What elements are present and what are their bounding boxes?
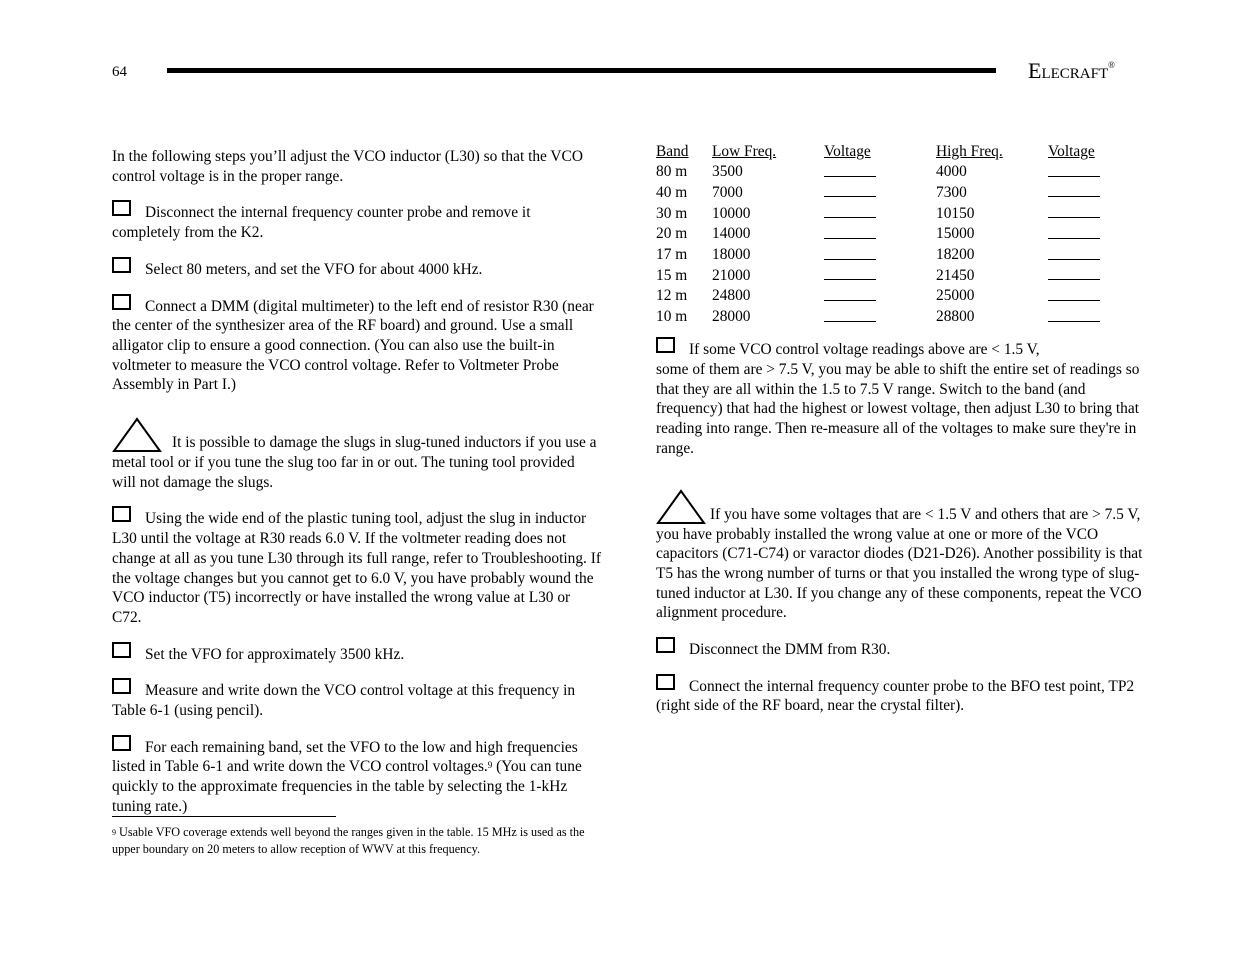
step-connect-bfo: Connect the internal frequency counter probe to the BFO test point, TP2 (right side of the RF board, near the crystal filter). bbox=[656, 674, 1148, 716]
table-row bbox=[656, 224, 1100, 245]
cell-voltage-low-blank[interactable] bbox=[824, 224, 936, 245]
intro-paragraph: In the following steps you’ll adjust the VCO inductor (L30) so that the VCO control voltage is in the proper range. bbox=[112, 148, 583, 185]
checkbox-icon[interactable] bbox=[112, 642, 131, 658]
cell-band: 80 m bbox=[656, 163, 688, 181]
cell-voltage-high-blank[interactable] bbox=[1048, 245, 1100, 266]
step-set-vfo-3500: Set the VFO for approximately 3500 kHz. bbox=[112, 642, 602, 665]
cell-low-freq: 24800 bbox=[712, 287, 751, 305]
cell-low-freq: 18000 bbox=[712, 246, 751, 264]
cell-low-freq: 7000 bbox=[712, 183, 743, 201]
checkbox-icon[interactable] bbox=[656, 637, 675, 653]
brand-rest: LECRAFT bbox=[1041, 66, 1109, 82]
cell-voltage-low-blank[interactable] bbox=[824, 245, 936, 266]
right-column bbox=[656, 142, 1148, 730]
vco-voltage-table bbox=[656, 142, 1100, 327]
cell-low-freq: 21000 bbox=[712, 266, 751, 284]
cell-high-freq: 28800 bbox=[936, 308, 975, 326]
checkbox-icon[interactable] bbox=[112, 678, 131, 694]
left-column bbox=[112, 147, 602, 831]
checkbox-icon[interactable] bbox=[112, 257, 131, 273]
checkbox-icon[interactable] bbox=[656, 674, 675, 690]
cell-high-freq: 25000 bbox=[936, 287, 975, 305]
voltage-blank-line[interactable] bbox=[824, 182, 876, 197]
cell-voltage-low-blank[interactable] bbox=[824, 203, 936, 224]
step-disconnect-dmm: Disconnect the DMM from R30. bbox=[656, 637, 1148, 660]
checkbox-icon[interactable] bbox=[656, 337, 675, 353]
step-shift-readings: If some VCO control voltage readings above are < 1.5 V, some of them are > 7.5 V, you may be able to shift the entire set of readings so that they are all within the 1.5 to 7.5 V range. Switch to the band (and frequency) that had the highest or lowest voltage, then adjust L30 to bring that reading into range. Then re-measure all of the voltages to make sure they're in range. bbox=[656, 337, 1148, 458]
cell-voltage-high-blank[interactable] bbox=[1048, 224, 1100, 245]
cell-band: 12 m bbox=[656, 287, 688, 305]
voltage-blank-line[interactable] bbox=[824, 203, 876, 218]
brand-logo bbox=[1028, 58, 1115, 84]
cell-band: 40 m bbox=[656, 183, 688, 201]
col-header-band: Band bbox=[656, 143, 689, 160]
brand-initial: E bbox=[1028, 58, 1042, 83]
warning-wrong-components: If you have some voltages that are < 1.5 V and others that are > 7.5 V, you have probably installed the wrong value at one or more of the VCO capacitors (C71-C74) or varactor diodes (D21-D26). Another possibility is that T5 has the wrong number of turns or that you installed the wrong type of slug-tuned inductor at L30. If you change any of these components, repeat the VCO alignment procedure. bbox=[656, 489, 1148, 624]
voltage-blank-line[interactable] bbox=[824, 265, 876, 280]
table-row bbox=[656, 203, 1100, 224]
cell-voltage-high-blank[interactable] bbox=[1048, 265, 1100, 286]
voltage-blank-line[interactable] bbox=[1048, 245, 1100, 260]
header-rule bbox=[167, 68, 996, 73]
cell-voltage-high-blank[interactable] bbox=[1048, 162, 1100, 183]
cell-voltage-low-blank[interactable] bbox=[824, 307, 936, 328]
step-remaining-bands: For each remaining band, set the VFO to the low and high frequencies listed in Table 6-1 and write down the VCO control voltages.$^9$ (You can tune quickly to the approximate frequencies in the table by selecting the 1-kHz tuning rate.) bbox=[112, 735, 602, 817]
table-row bbox=[656, 265, 1100, 286]
voltage-blank-line[interactable] bbox=[1048, 307, 1100, 322]
voltage-blank-line[interactable] bbox=[1048, 224, 1100, 239]
cell-band: 20 m bbox=[656, 225, 688, 243]
cell-voltage-high-blank[interactable] bbox=[1048, 307, 1100, 328]
checkbox-icon[interactable] bbox=[112, 735, 131, 751]
step-disconnect-probe: Disconnect the internal frequency counter probe and remove it completely from the K2. bbox=[112, 200, 602, 242]
voltage-blank-line[interactable] bbox=[824, 286, 876, 301]
voltage-blank-line[interactable] bbox=[1048, 203, 1100, 218]
checkbox-icon[interactable] bbox=[112, 200, 131, 216]
cell-low-freq: 14000 bbox=[712, 225, 751, 243]
step-measure-voltage: Measure and write down the VCO control voltage at this frequency in Table 6-1 (using pencil). bbox=[112, 678, 602, 720]
table-row bbox=[656, 307, 1100, 328]
cell-voltage-low-blank[interactable] bbox=[824, 182, 936, 203]
col-header-voltage-low: Voltage bbox=[824, 143, 871, 160]
footnote-number: 9 bbox=[112, 828, 116, 837]
cell-band: 10 m bbox=[656, 308, 688, 326]
cell-high-freq: 7300 bbox=[936, 183, 967, 201]
cell-low-freq: 3500 bbox=[712, 163, 743, 181]
cell-voltage-low-blank[interactable] bbox=[824, 265, 936, 286]
cell-voltage-low-blank[interactable] bbox=[824, 162, 936, 183]
cell-band: 30 m bbox=[656, 204, 688, 222]
registered-mark: ® bbox=[1108, 60, 1115, 70]
cell-high-freq: 18200 bbox=[936, 246, 975, 264]
checkbox-icon[interactable] bbox=[112, 506, 131, 522]
cell-high-freq: 15000 bbox=[936, 225, 975, 243]
voltage-blank-line[interactable] bbox=[824, 224, 876, 239]
cell-band: 17 m bbox=[656, 246, 688, 264]
cell-low-freq: 28000 bbox=[712, 308, 751, 326]
table-row bbox=[656, 245, 1100, 266]
cell-band: 15 m bbox=[656, 266, 688, 284]
warning-triangle-icon bbox=[656, 489, 706, 525]
cell-voltage-high-blank[interactable] bbox=[1048, 286, 1100, 307]
step-adjust-slug: Using the wide end of the plastic tuning tool, adjust the slug in inductor L30 until the voltage at R30 reads 6.0 V. If the voltmeter reading does not change at all as you tune L30 through its full range, refer to Troubleshooting. If the voltage changes but you cannot get to 6.0 V, you have probably wound the VCO inductor (T5) incorrectly or have installed the wrong value at L30 or C72. bbox=[112, 506, 602, 627]
table-header-row bbox=[656, 142, 1100, 162]
cell-high-freq: 4000 bbox=[936, 163, 967, 181]
cell-voltage-high-blank[interactable] bbox=[1048, 203, 1100, 224]
voltage-blank-line[interactable] bbox=[824, 307, 876, 322]
cell-voltage-low-blank[interactable] bbox=[824, 286, 936, 307]
page-number: 64 bbox=[112, 64, 127, 80]
col-header-voltage-high: Voltage bbox=[1048, 143, 1095, 160]
footnote-reference[interactable]: 9 bbox=[487, 760, 493, 771]
footnote-text: Usable VFO coverage extends well beyond the ranges given in the table. 15 MHz is used as the upper boundary on 20 meters to allow reception of WWV at this frequency. bbox=[112, 825, 585, 856]
table-row bbox=[656, 162, 1100, 183]
checkbox-icon[interactable] bbox=[112, 294, 131, 310]
warning-triangle-icon bbox=[112, 417, 162, 453]
table-row bbox=[656, 182, 1100, 203]
voltage-blank-line[interactable] bbox=[1048, 162, 1100, 177]
cell-high-freq: 21450 bbox=[936, 266, 975, 284]
voltage-blank-line[interactable] bbox=[1048, 286, 1100, 301]
voltage-blank-line[interactable] bbox=[824, 245, 876, 260]
table-row bbox=[656, 286, 1100, 307]
footnote bbox=[112, 824, 602, 858]
warning-slugs: It is possible to damage the slugs in slug-tuned inductors if you use a metal tool or if you tune the slug too far in or out. The tuning tool provided will not damage the slugs. bbox=[112, 417, 602, 492]
voltage-blank-line[interactable] bbox=[824, 162, 876, 177]
voltage-blank-line[interactable] bbox=[1048, 182, 1100, 197]
cell-high-freq: 10150 bbox=[936, 204, 975, 222]
footnote-rule bbox=[112, 816, 336, 817]
cell-low-freq: 10000 bbox=[712, 204, 751, 222]
col-header-low-freq: Low Freq. bbox=[712, 143, 777, 160]
step-connect-dmm: Connect a DMM (digital multimeter) to the left end of resistor R30 (near the center of the synthesizer area of the RF board) and ground. Use a small alligator clip to ensure a good connection. (You can also use the built-in voltmeter to measure the VCO control voltage. Refer to Voltmeter Probe Assembly in Part I.) bbox=[112, 294, 602, 396]
step-select-80m: Select 80 meters, and set the VFO for about 4000 kHz. bbox=[112, 257, 602, 280]
cell-voltage-high-blank[interactable] bbox=[1048, 182, 1100, 203]
voltage-blank-line[interactable] bbox=[1048, 265, 1100, 280]
col-header-high-freq: High Freq. bbox=[936, 143, 1003, 160]
